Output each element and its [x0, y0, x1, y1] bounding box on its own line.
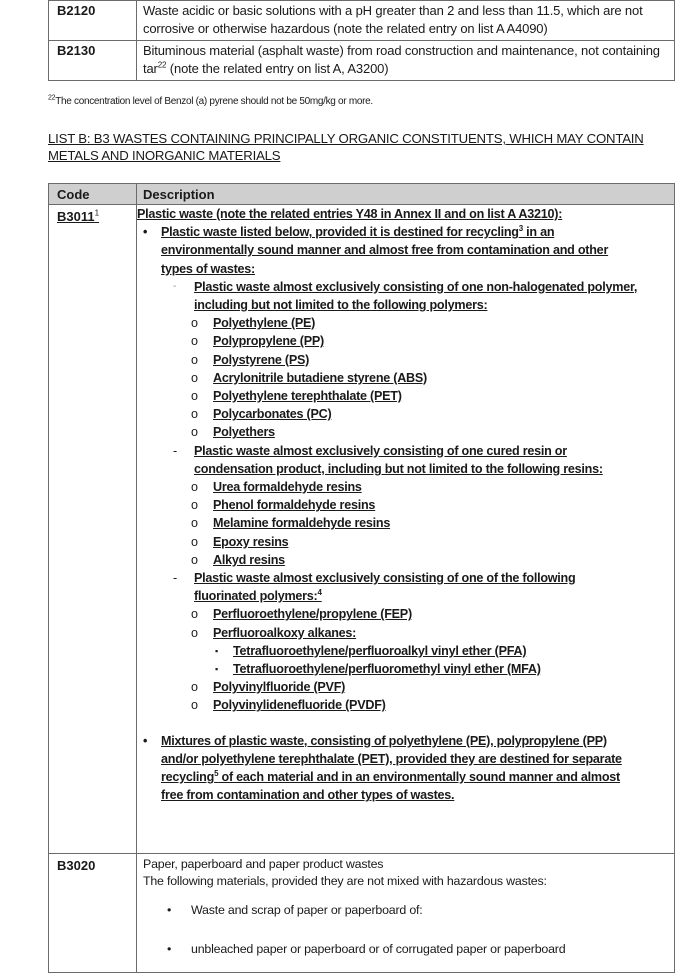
circle-bullet-icon: o — [191, 625, 198, 640]
circle-bullet-icon: o — [191, 316, 198, 331]
table-row — [49, 854, 675, 973]
list-item: o Polycarbonates (PC) — [137, 405, 674, 423]
bullet-icon: • — [167, 903, 172, 917]
polymer-list — [137, 314, 674, 441]
list-item: • Mixtures of plastic waste, consisting of polyethylene (PE), polypropylene (PP) and/or polyethylene terephthalate (PET), provided they are destined for separate recycling$^5$ of each material and in an environmentally sound manner and almost free from contamination and other types of wastes. — [143, 733, 622, 803]
dash-icon: - — [173, 280, 177, 292]
circle-bullet-icon: o — [191, 680, 198, 695]
circle-bullet-icon: o — [191, 370, 198, 385]
list-item: o Perfluoroethylene/propylene (FEP) — [137, 605, 674, 623]
circle-bullet-icon: o — [191, 389, 198, 404]
list-item: • Plastic waste listed below, provided it is destined for recycling$^3$ in an environmentally sound manner and almost free from contamination and other types of wastes: — [143, 224, 609, 276]
circle-bullet-icon: o — [191, 480, 198, 495]
list-item: o Polyethylene (PE) — [137, 314, 674, 332]
b3-waste-table — [48, 183, 675, 973]
waste-description: Bituminous material (asphalt waste) from road construction and maintenance, not containing tar$^{22}$ (note the related entry on list A, A3200) — [137, 41, 675, 81]
bullet-icon: • — [167, 942, 172, 956]
circle-bullet-icon: o — [191, 334, 198, 349]
list-item: - Plastic waste almost exclusively consisting of one cured resin or condensation product, including but not limited to the following resins: — [173, 443, 603, 476]
circle-bullet-icon: o — [191, 534, 198, 549]
footnote-ref[interactable]: 4 — [317, 588, 322, 598]
footnote-ref[interactable]: 1 — [94, 208, 100, 218]
circle-bullet-icon: o — [191, 352, 198, 367]
circle-bullet-icon: o — [191, 698, 198, 713]
list-item: o Polyvinylidenefluoride (PVDF) — [137, 696, 674, 714]
list-item: - Plastic waste almost exclusively consisting of one of the following fluorinated polymers:$^4$ — [173, 571, 576, 604]
list-item: o Polyvinylfluoride (PVF) — [137, 678, 674, 696]
footnote: $^{22}$The concentration level of Benzol (a) pyrene should not be 50mg/kg or more. — [48, 94, 373, 107]
list-heading: LIST B: B3 WASTES CONTAINING PRINCIPALLY ORGANIC CONSTITUENTS, WHICH MAY CONTAIN METALS AND INORGANIC MATERIALS — [48, 131, 644, 163]
list-item: o Urea formaldehyde resins — [137, 478, 674, 496]
list-item: • Waste and scrap of paper or paperboard of: — [167, 903, 423, 917]
footnote-ref[interactable]: 22 — [157, 60, 167, 70]
list-item: ▪ Tetrafluoroethylene/perfluoromethyl vinyl ether (MFA) — [137, 660, 674, 678]
table-header-row — [49, 184, 675, 205]
waste-code: B2120 — [49, 1, 137, 41]
resin-list — [137, 478, 674, 569]
footnote-ref[interactable]: 5 — [214, 768, 219, 778]
list-item: o Perfluoroalkoxy alkanes: — [137, 624, 674, 642]
dash-icon: - — [173, 571, 177, 586]
list-item: o Acrylonitrile butadiene styrene (ABS) — [137, 369, 674, 387]
list-item: o Polyethers — [137, 423, 674, 441]
table-row — [49, 1, 675, 41]
waste-description: Waste acidic or basic solutions with a pH greater than 2 and less than 11.5, which are not corrosive or otherwise hazardous (note the related entry on list A A4090) — [137, 1, 675, 41]
bullet-icon: • — [143, 733, 148, 748]
waste-code: B2130 — [49, 41, 137, 81]
waste-code: B3011$^1$ — [49, 205, 137, 854]
list-item: o Polystyrene (PS) — [137, 351, 674, 369]
list-item: o Phenol formaldehyde resins — [137, 496, 674, 514]
entry-title: Plastic waste (note the related entries Y48 in Annex II and on list A A3210): — [137, 207, 563, 221]
dash-icon: - — [173, 443, 177, 458]
waste-description: Paper, paperboard and paper product wastes The following materials, provided they are not mixed with hazardous wastes: • Waste and scrap of paper or paperboard of: • unbleached paper or paperboard or of corrugated paper or paperboard — [137, 854, 675, 973]
list-item: ▪ Tetrafluoroethylene/perfluoroalkyl vinyl ether (PFA) — [137, 642, 674, 660]
circle-bullet-icon: o — [191, 407, 198, 422]
description-header: Description — [137, 184, 675, 205]
list-item: o Epoxy resins — [137, 533, 674, 551]
list-item: • unbleached paper or paperboard or of corrugated paper or paperboard — [167, 942, 566, 956]
list-item: o Alkyd resins — [137, 551, 674, 569]
circle-bullet-icon: o — [191, 425, 198, 440]
list-item: o Melamine formaldehyde resins — [137, 514, 674, 532]
code-header: Code — [49, 184, 137, 205]
top-waste-table — [48, 0, 675, 81]
list-item: - Plastic waste almost exclusively consisting of one non-halogenated polymer, including but not limited to the following polymers: — [173, 279, 638, 313]
circle-bullet-icon: o — [191, 552, 198, 567]
circle-bullet-icon: o — [191, 498, 198, 513]
bullet-icon: • — [143, 225, 148, 240]
table-row — [49, 41, 675, 81]
square-bullet-icon: ▪ — [215, 645, 218, 656]
square-bullet-icon: ▪ — [215, 664, 218, 675]
table-row — [49, 205, 675, 854]
list-item: o Polyethylene terephthalate (PET) — [137, 387, 674, 405]
waste-code: B3020 — [49, 854, 137, 973]
circle-bullet-icon: o — [191, 607, 198, 622]
circle-bullet-icon: o — [191, 516, 198, 531]
waste-description — [137, 205, 675, 854]
list-item: o Polypropylene (PP) — [137, 332, 674, 350]
footnote-ref[interactable]: 3 — [518, 224, 523, 234]
